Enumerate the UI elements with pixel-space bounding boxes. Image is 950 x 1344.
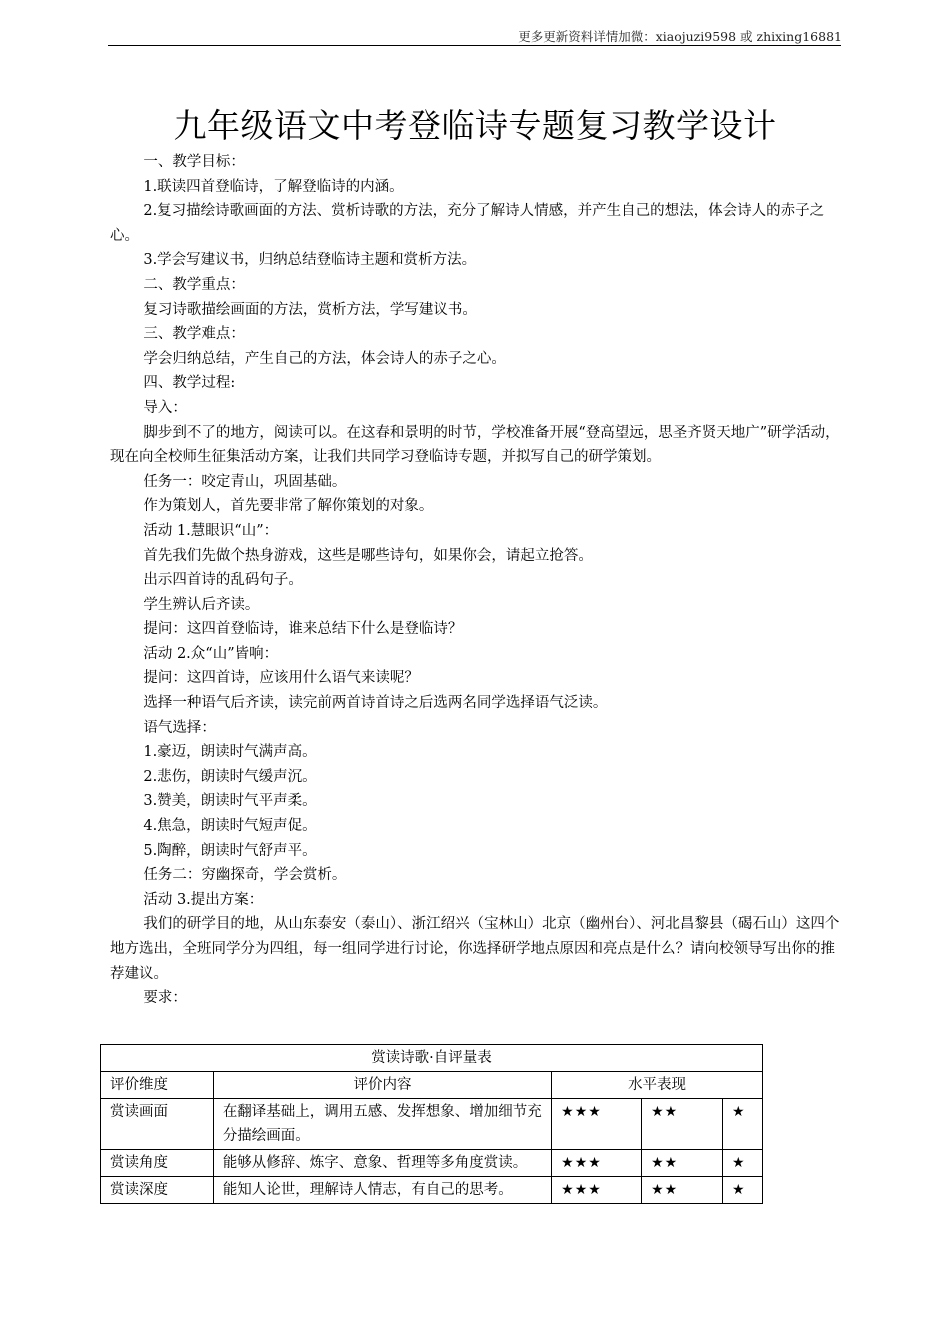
table-header-level: 水平表现 [552, 1072, 763, 1099]
table-row [101, 1177, 763, 1204]
table-row [101, 1150, 763, 1177]
dimension-cell: 赏读画面 [101, 1099, 214, 1150]
objective-item: 1.联读四首登临诗，了解登临诗的内涵。 [143, 178, 404, 195]
level-two-stars: ★★ [642, 1150, 723, 1177]
level-two-stars: ★★ [642, 1177, 723, 1204]
activity-heading: 活动 1.慧眼识“山”： [143, 522, 279, 539]
header-contact-note: 更多更新资料详情加微：xiaojuzi9598 或 zhixing16881 [518, 29, 842, 44]
paragraph: 出示四首诗的乱码句子。 [143, 572, 303, 589]
tone-item: 4.焦急，朗读时气短声促。 [143, 818, 317, 835]
paragraph: 作为策划人，首先要非常了解你策划的对象。 [143, 498, 434, 515]
paragraph: 首先我们先做个热身游戏，这些是哪些诗句，如果你会，请起立抢答。 [143, 547, 593, 564]
header-divider [108, 45, 841, 46]
self-assessment-table [100, 1044, 763, 1204]
level-three-stars: ★★★ [552, 1150, 642, 1177]
paragraph: 学会归纳总结，产生自己的方法，体会诗人的赤子之心。 [143, 350, 506, 367]
paragraph: 要求： [143, 990, 187, 1007]
tone-item: 1.豪迈，朗读时气满声高。 [143, 744, 317, 761]
content-cell: 能够从修辞、炼字、意象、哲理等多角度赏读。 [213, 1150, 551, 1177]
level-three-stars: ★★★ [552, 1177, 642, 1204]
content-cell: 能知人论世，理解诗人情志，有自己的思考。 [213, 1177, 551, 1204]
tone-item: 3.赞美，朗读时气平声柔。 [143, 793, 317, 810]
table-row [101, 1099, 763, 1150]
task-heading: 任务二：穷幽探奇，学会赏析。 [143, 867, 347, 884]
document-body [110, 150, 841, 1011]
document-title: 九年级语文中考登临诗专题复习教学设计 [173, 106, 777, 145]
paragraph: 选择一种语气后齐读，读完前两首诗首诗之后选两名同学选择语气泛读。 [143, 695, 608, 712]
paragraph: 我们的研学目的地，从山东泰安（泰山）、浙江绍兴（宝林山）北京（幽州台）、河北昌黎县（碣石山）这四个地方选出，全班同学分为四组，每一组同学进行讨论，你选择研学地点原因和亮点是什么？请向校领导写出你的推荐建议。 [110, 916, 840, 982]
paragraph: 提问：这四首诗，应该用什么语气来读呢？ [143, 670, 419, 687]
paragraph: 语气选择： [143, 719, 216, 736]
level-one-star: ★ [722, 1150, 762, 1177]
paragraph: 导入： [143, 399, 187, 416]
activity-heading: 活动 3.提出方案： [143, 891, 264, 908]
paragraph: 脚步到不了的地方，阅读可以。在这春和景明的时节，学校准备开展“登高望远，思圣齐贤天地广”研学活动，现在向全校师生征集活动方案，让我们共同学习登临诗专题，并拟写自己的研学策划。 [110, 424, 840, 466]
activity-heading: 活动 2.众“山”皆响： [143, 645, 279, 662]
dimension-cell: 赏读角度 [101, 1150, 214, 1177]
paragraph: 提问：这四首登临诗，谁来总结下什么是登临诗？ [143, 621, 463, 638]
table-header-content: 评价内容 [213, 1072, 551, 1099]
task-heading: 任务一：咬定青山，巩固基础。 [143, 473, 347, 490]
level-three-stars: ★★★ [552, 1099, 642, 1150]
tone-item: 2.悲伤，朗读时气缓声沉。 [143, 768, 317, 785]
table-header-dimension: 评价维度 [101, 1072, 214, 1099]
table-caption: 赏读诗歌·自评量表 [101, 1045, 763, 1072]
tone-item: 5.陶醉，朗读时气舒声平。 [143, 842, 317, 859]
objective-item: 3.学会写建议书，归纳总结登临诗主题和赏析方法。 [143, 252, 477, 269]
level-one-star: ★ [722, 1099, 762, 1150]
section-heading-key-points: 二、教学重点： [143, 276, 245, 293]
objective-item: 2.复习描绘诗歌画面的方法、赏析诗歌的方法，充分了解诗人情感，并产生自己的想法，体会诗人的赤子之心。 [110, 203, 825, 244]
content-cell: 在翻译基础上，调用五感、发挥想象、增加细节充分描绘画面。 [213, 1099, 551, 1150]
level-one-star: ★ [722, 1177, 762, 1204]
paragraph: 学生辨认后齐读。 [143, 596, 260, 613]
level-two-stars: ★★ [642, 1099, 723, 1150]
section-heading-difficulties: 三、教学难点： [143, 326, 245, 343]
section-heading-process: 四、教学过程: [143, 375, 236, 392]
section-heading-objectives: 一、教学目标： [143, 154, 245, 170]
paragraph: 复习诗歌描绘画面的方法，赏析方法，学写建议书。 [143, 301, 477, 318]
dimension-cell: 赏读深度 [101, 1177, 214, 1204]
